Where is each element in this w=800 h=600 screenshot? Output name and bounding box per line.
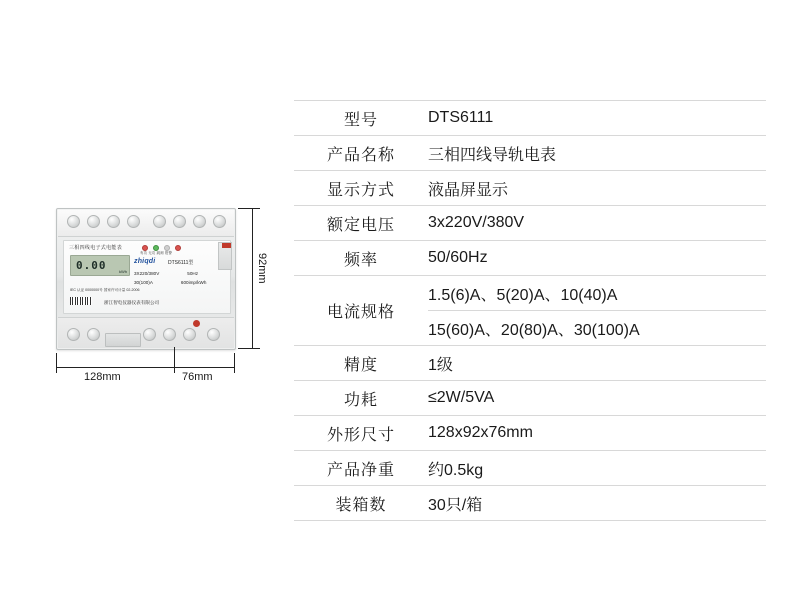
table-row <box>294 171 766 206</box>
spec-value-packing-qty: 30只/箱 <box>428 486 766 521</box>
energy-meter-photo <box>56 208 234 348</box>
screw <box>193 215 206 228</box>
screw <box>207 328 220 341</box>
screw <box>213 215 226 228</box>
table-row <box>294 416 766 451</box>
faceplate-voltage-line <box>134 271 198 276</box>
screw <box>143 328 156 341</box>
meter-faceplate <box>63 240 231 314</box>
faceplate-certification: IEC 认证 0000000号 国家许可计量 02-2006 <box>70 288 140 292</box>
spec-value-power-consumption: ≤2W/5VA <box>428 381 766 416</box>
screw <box>107 215 120 228</box>
faceplate-current-line <box>134 280 206 285</box>
seal-dot <box>193 320 200 327</box>
spec-value-current-rating-1: 1.5(6)A、5(20)A、10(40)A <box>428 276 766 311</box>
product-image-panel <box>34 195 284 390</box>
barcode-icon <box>70 297 92 305</box>
spec-label-voltage: 额定电压 <box>294 206 428 241</box>
table-row <box>294 486 766 521</box>
faceplate-frequency: 50Hz <box>187 271 199 276</box>
screw <box>87 328 100 341</box>
spec-value-accuracy: 1级 <box>428 346 766 381</box>
spec-value-dimensions: 128x92x76mm <box>428 416 766 451</box>
dimension-label-height: 92mm <box>256 253 268 284</box>
dimension-label-width: 128mm <box>84 371 121 383</box>
faceplate-voltage: 3X220/380V <box>134 271 160 276</box>
spec-label-model: 型号 <box>294 101 428 136</box>
table-row <box>294 451 766 486</box>
dimension-line-depth <box>174 367 234 368</box>
spec-value-current-rating-2: 15(60)A、20(80)A、30(100)A <box>428 311 766 346</box>
spec-value-net-weight: 约0.5kg <box>428 451 766 486</box>
screw <box>87 215 100 228</box>
screw <box>173 215 186 228</box>
spec-value-voltage: 3x220V/380V <box>428 206 766 241</box>
terminal-screws-bottom <box>57 328 235 341</box>
dimension-tick <box>56 353 57 373</box>
spec-label-net-weight: 产品净重 <box>294 451 428 486</box>
screw <box>67 215 80 228</box>
dimension-line-height <box>252 208 253 348</box>
table-row <box>294 101 766 136</box>
spec-value-frequency: 50/60Hz <box>428 241 766 276</box>
dimension-line-width <box>56 367 174 368</box>
spec-label-product-name: 产品名称 <box>294 136 428 171</box>
screw <box>67 328 80 341</box>
spec-label-current-rating: 电流规格 <box>294 276 428 346</box>
meter-body <box>56 208 236 350</box>
terminal-cover <box>105 333 141 347</box>
spec-label-frequency: 频率 <box>294 241 428 276</box>
table-row <box>294 346 766 381</box>
faceplate-pulse: 600imp/kWh <box>180 280 207 285</box>
spec-value-display: 液晶屏显示 <box>428 171 766 206</box>
dimension-tick <box>238 348 260 349</box>
lcd-reading: 0.00 <box>76 259 107 272</box>
spec-label-power-consumption: 功耗 <box>294 381 428 416</box>
lcd-unit: kWh <box>119 269 127 274</box>
dimension-tick <box>174 347 175 373</box>
spec-label-display: 显示方式 <box>294 171 428 206</box>
screw <box>183 328 196 341</box>
led-labels: 有功 无功 跳闸 报警 <box>140 251 173 255</box>
terminal-screws-top <box>57 215 235 228</box>
spec-value-product-name: 三相四线导轨电表 <box>428 136 766 171</box>
lcd-display <box>70 255 130 276</box>
specification-table-wrapper <box>294 100 766 521</box>
spec-label-packing-qty: 装箱数 <box>294 486 428 521</box>
table-row <box>294 136 766 171</box>
faceplate-model: DTS6111型 <box>168 260 194 266</box>
side-red-marker <box>222 243 231 248</box>
dimension-tick <box>238 208 260 209</box>
screw <box>127 215 140 228</box>
spec-label-accuracy: 精度 <box>294 346 428 381</box>
screw <box>163 328 176 341</box>
led-alarm-icon <box>175 245 181 251</box>
table-row <box>294 381 766 416</box>
brand-logo: zhiqdi <box>134 258 156 265</box>
dimension-label-depth: 76mm <box>182 371 213 383</box>
faceplate-manufacturer: 浙江智电仪器仪表有限公司 <box>104 300 160 305</box>
table-row <box>294 276 766 311</box>
spec-label-dimensions: 外形尺寸 <box>294 416 428 451</box>
table-row <box>294 206 766 241</box>
screw <box>153 215 166 228</box>
table-row <box>294 241 766 276</box>
spec-value-model: DTS6111 <box>428 101 766 136</box>
specification-table <box>294 100 766 521</box>
dimension-tick <box>234 353 235 373</box>
faceplate-current: 30(100)A <box>134 280 153 285</box>
faceplate-title: 三相四线电子式电能表 <box>69 245 123 251</box>
